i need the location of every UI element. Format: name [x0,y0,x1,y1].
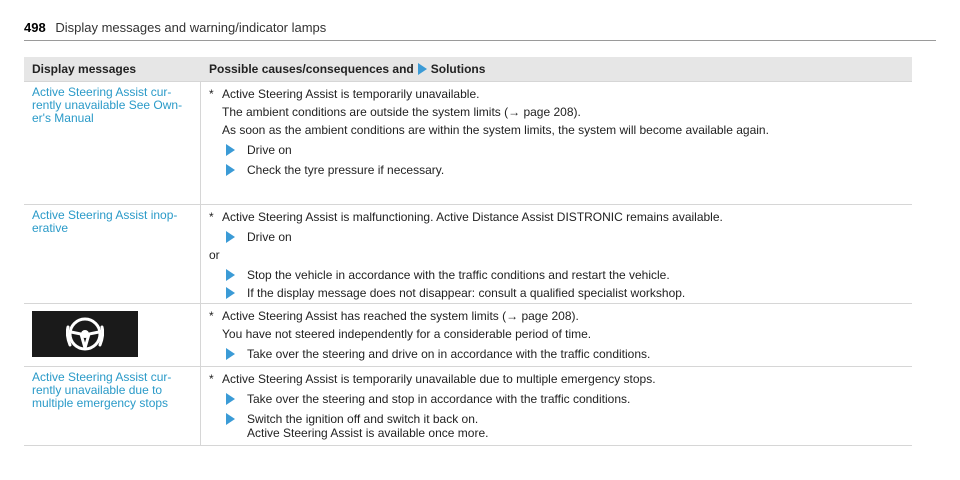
action-text: Check the tyre pressure if necessary. [247,163,445,177]
col-header-solutions: Solutions [430,62,486,76]
cause-cell [201,304,912,366]
action-text: Switch the ignition off and switch it back on. Active Steering Assist is available once more. [247,412,489,440]
cause-text: Active Steering Assist is temporarily unavailable. [222,87,480,101]
message-cell [24,367,201,445]
action-item [222,163,904,177]
cause-text: Active Steering Assist is malfunctioning. Active Distance Assist DISTRONIC remains available. [222,210,723,224]
message-text: Active Steering Assist inop- erative [32,208,178,235]
action-item [222,230,904,244]
asterisk: * [209,309,214,323]
display-messages-table [24,57,912,446]
action-text: If the display message does not disappear: consult a qualified specialist workshop. [247,286,686,300]
message-text: Active Steering Assist cur- rently unavailable See Own- er's Manual [32,85,183,125]
cause-line [209,372,904,386]
cause-cell [201,205,912,303]
detail-text: The ambient conditions are outside the system limits (→ page 208). [222,105,581,119]
arrow-right-icon [226,413,235,425]
asterisk: * [209,372,214,386]
table-header [24,57,912,81]
running-header [24,20,326,35]
or-text: or [209,248,220,262]
arrow-right-icon [226,269,235,281]
table-row [24,81,912,204]
cause-line [209,210,904,224]
table-row [24,303,912,366]
asterisk: * [209,210,214,224]
message-text: Active Steering Assist cur- rently unavailable due to multiple emergency stops [32,370,172,410]
action-text: Take over the steering and stop in accordance with the traffic conditions. [247,392,631,406]
action-item [222,347,904,361]
page-number: 498 [24,20,46,35]
arrow-right-icon [226,231,235,243]
table-row [24,204,912,303]
action-text: Drive on [247,230,292,244]
arrow-right-icon [226,164,235,176]
action-item [222,268,904,282]
action-item [222,392,904,406]
steering-wheel-hands-icon [32,311,138,357]
action-item [222,286,904,300]
cause-line [209,87,904,101]
action-text: Take over the steering and drive on in accordance with the traffic conditions. [247,347,651,361]
col-header-causes [201,62,912,76]
action-text: Drive on [247,143,292,157]
cause-text: Active Steering Assist has reached the system limits (→ page 208). [222,309,579,323]
cause-text: Active Steering Assist is temporarily unavailable due to multiple emergency stops. [222,372,656,386]
table-row [24,366,912,445]
message-cell [24,205,201,303]
arrow-right-icon [226,144,235,156]
detail-text: As soon as the ambient conditions are within the system limits, the system will become available again. [222,123,769,137]
cause-cell [201,82,912,204]
message-cell [24,82,201,204]
arrow-right-icon [418,63,427,75]
col-header-messages: Display messages [32,62,137,76]
section-title: Display messages and warning/indicator lamps [55,20,327,35]
asterisk: * [209,87,214,101]
action-text: Stop the vehicle in accordance with the traffic conditions and restart the vehicle. [247,268,670,282]
cause-cell [201,367,912,445]
arrow-right-icon [226,393,235,405]
col-header-causes-prefix: Possible causes/consequences and [209,62,414,76]
arrow-right-icon [226,287,235,299]
header-rule [24,40,936,41]
cause-line [209,309,904,323]
detail-text: You have not steered independently for a considerable period of time. [222,327,592,341]
action-item [222,412,904,440]
message-cell [24,304,201,366]
arrow-right-icon [226,348,235,360]
action-item [222,143,904,157]
